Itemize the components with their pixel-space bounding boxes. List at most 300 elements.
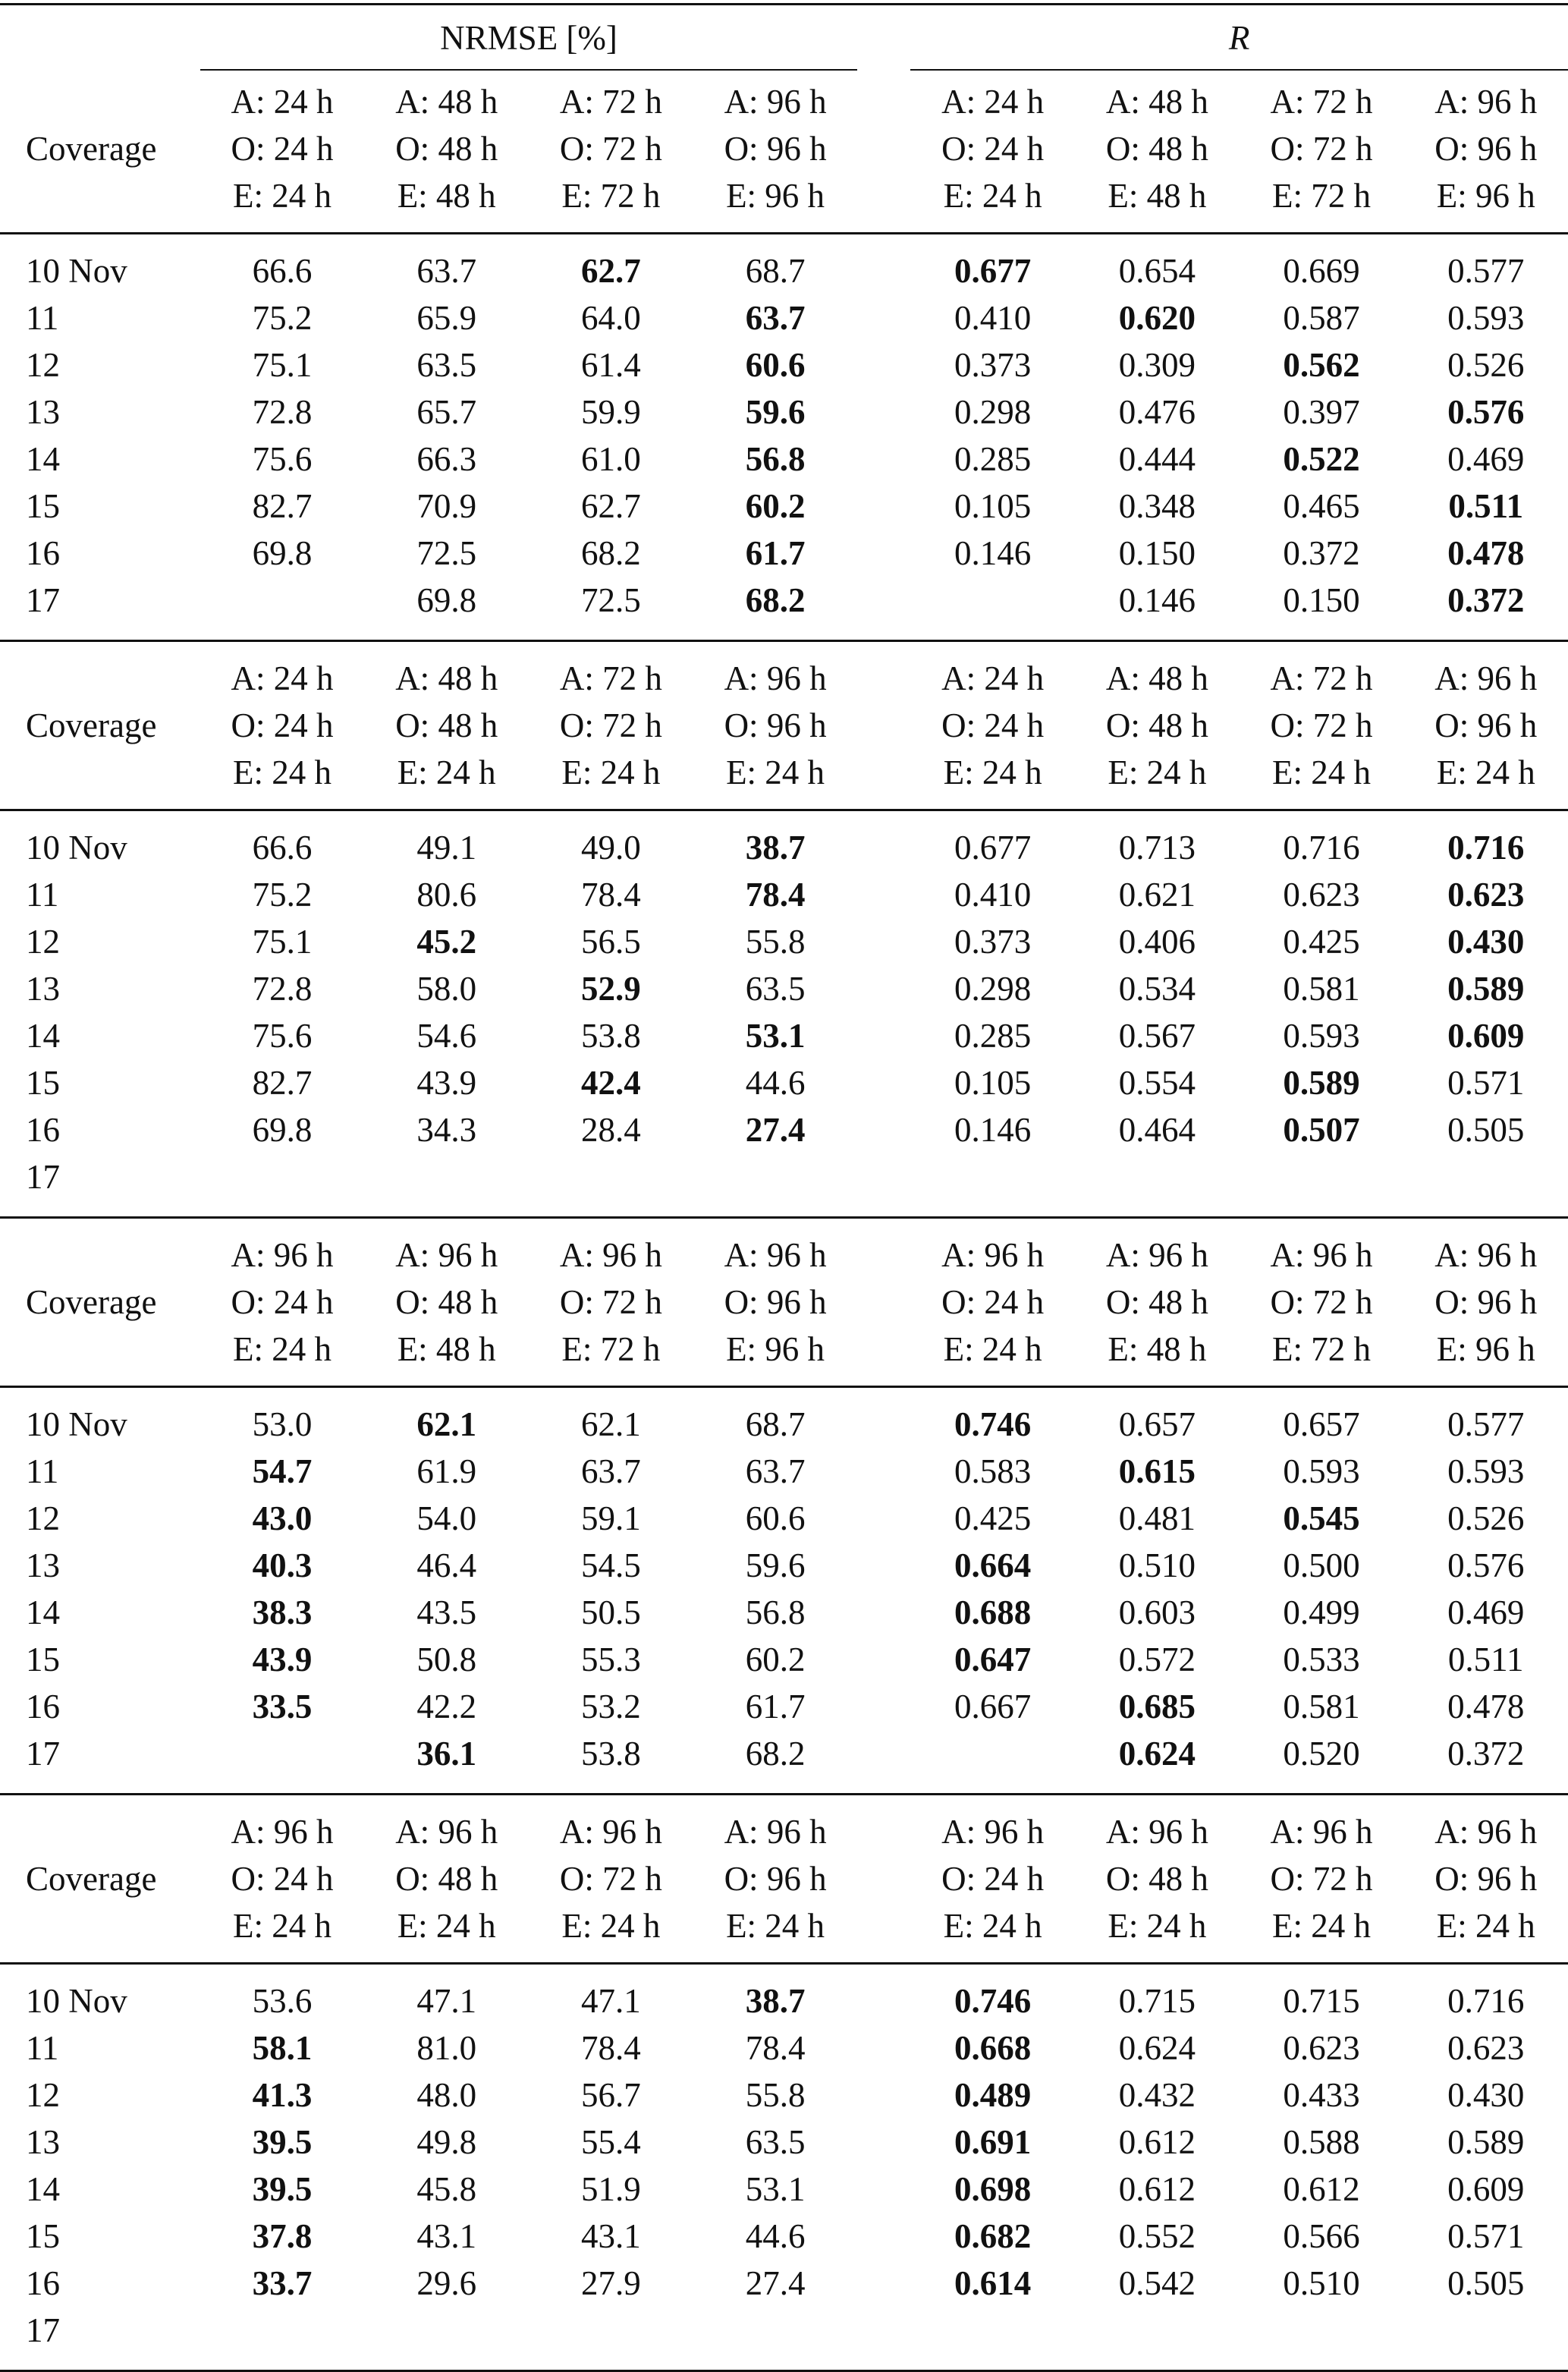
r-cell: 0.552 <box>1118 2217 1196 2255</box>
column-header <box>364 78 529 219</box>
nrmse-cell: 46.4 <box>416 1546 477 1584</box>
table-row <box>0 2260 1568 2307</box>
table-row <box>0 577 1568 624</box>
r-cell: 0.533 <box>1283 1641 1360 1678</box>
nrmse-cell <box>364 2307 529 2354</box>
nrmse-cell: 55.8 <box>745 2076 806 2114</box>
table-row <box>0 824 1568 871</box>
r-cell: 0.609 <box>1447 2170 1525 2208</box>
r-cell: 0.682 <box>954 2217 1032 2255</box>
nrmse-cell: 70.9 <box>416 487 477 525</box>
row-date: 13 <box>26 970 60 1008</box>
column-header-a: A: 96 h <box>941 1236 1045 1274</box>
column-header-o: O: 96 h <box>1434 1283 1538 1321</box>
nrmse-cell: 37.8 <box>252 2217 313 2255</box>
column-gap <box>857 2024 910 2072</box>
row-date: 10 Nov <box>26 829 127 867</box>
column-gap <box>857 1589 910 1636</box>
column-header-a: A: 72 h <box>559 659 662 697</box>
nrmse-cell: 38.3 <box>252 1593 313 1631</box>
r-cell: 0.567 <box>1118 1017 1196 1055</box>
r-cell: 0.593 <box>1283 1017 1360 1055</box>
r-cell <box>1403 1153 1568 1200</box>
nrmse-cell: 68.7 <box>745 252 806 290</box>
column-header-o: O: 24 h <box>941 1283 1045 1321</box>
table-row <box>0 1153 1568 1200</box>
column-gap <box>857 1448 910 1495</box>
row-date: 16 <box>26 1688 60 1726</box>
r-cell: 0.430 <box>1447 2076 1525 2114</box>
nrmse-cell: 80.6 <box>416 876 477 914</box>
row-date: 14 <box>26 1017 60 1055</box>
r-cell: 0.688 <box>954 1593 1032 1631</box>
nrmse-cell: 68.2 <box>745 581 806 619</box>
column-header-e: E: 24 h <box>561 1907 661 1945</box>
column-header-a: A: 24 h <box>231 83 334 121</box>
r-cell: 0.691 <box>954 2123 1032 2161</box>
r-cell: 0.507 <box>1283 1111 1360 1149</box>
r-cell: 0.589 <box>1283 1064 1360 1102</box>
column-header <box>1075 655 1240 796</box>
column-header-a: A: 96 h <box>724 1813 827 1851</box>
column-header-a: A: 96 h <box>231 1813 334 1851</box>
r-cell: 0.469 <box>1447 440 1525 478</box>
column-header <box>1075 1808 1240 1949</box>
column-header <box>200 655 365 796</box>
column-header-a: A: 96 h <box>1434 659 1538 697</box>
coverage-header <box>0 78 200 219</box>
column-gap <box>857 436 910 483</box>
nrmse-cell: 68.7 <box>745 1405 806 1443</box>
nrmse-cell: 27.4 <box>745 2264 806 2302</box>
column-gap <box>857 341 910 389</box>
nrmse-cell: 63.7 <box>745 1452 806 1490</box>
column-header <box>364 655 529 796</box>
r-cell: 0.620 <box>1118 299 1196 337</box>
column-gap <box>857 389 910 436</box>
row-date: 12 <box>26 923 60 961</box>
r-cell: 0.444 <box>1118 440 1196 478</box>
column-header <box>1403 1808 1568 1949</box>
nrmse-cell: 43.9 <box>252 1641 313 1678</box>
nrmse-cell: 63.5 <box>745 970 806 1008</box>
r-cell <box>910 1730 1075 1777</box>
row-date: 17 <box>26 2311 60 2349</box>
column-header-o: O: 24 h <box>231 130 334 168</box>
r-cell: 0.425 <box>1283 923 1360 961</box>
column-gap <box>857 1153 910 1200</box>
column-header <box>529 655 693 796</box>
column-header-a: A: 96 h <box>1434 1813 1538 1851</box>
row-date: 15 <box>26 1641 60 1678</box>
column-header-e: E: 24 h <box>1272 753 1372 791</box>
nrmse-cell: 39.5 <box>252 2123 313 2161</box>
row-date: 11 <box>26 2029 59 2067</box>
nrmse-cell: 58.1 <box>252 2029 313 2067</box>
row-date: 16 <box>26 1111 60 1149</box>
coverage-header <box>0 655 200 796</box>
table-row <box>0 1636 1568 1683</box>
nrmse-cell: 43.1 <box>416 2217 477 2255</box>
row-date: 11 <box>26 1452 59 1490</box>
column-header-o: O: 72 h <box>559 1283 662 1321</box>
coverage-label: Coverage <box>26 706 157 744</box>
nrmse-cell: 53.1 <box>745 2170 806 2208</box>
r-cell: 0.669 <box>1283 252 1360 290</box>
nrmse-cell: 43.9 <box>416 1064 477 1102</box>
column-header <box>1403 1232 1568 1373</box>
column-header-a: A: 72 h <box>559 83 662 121</box>
nrmse-cell: 62.1 <box>581 1405 641 1443</box>
r-cell: 0.478 <box>1447 1688 1525 1726</box>
column-header-e: E: 48 h <box>1108 177 1207 215</box>
nrmse-cell: 53.0 <box>252 1405 313 1443</box>
column-header-e: E: 24 h <box>233 177 332 215</box>
table-row <box>0 2119 1568 2166</box>
nrmse-cell <box>200 577 365 624</box>
r-cell: 0.511 <box>1448 487 1524 525</box>
r-cell: 0.410 <box>954 876 1032 914</box>
r-cell <box>1075 1153 1240 1200</box>
r-cell: 0.657 <box>1283 1405 1360 1443</box>
r-cell: 0.577 <box>1447 252 1525 290</box>
table-row <box>0 918 1568 965</box>
nrmse-cell: 54.6 <box>416 1017 477 1055</box>
r-cell: 0.146 <box>954 1111 1032 1149</box>
row-date: 12 <box>26 1499 60 1537</box>
r-cell: 0.464 <box>1118 1111 1196 1149</box>
column-header-e: E: 24 h <box>1436 1907 1535 1945</box>
nrmse-cell: 82.7 <box>252 487 313 525</box>
r-cell: 0.713 <box>1118 829 1196 867</box>
group-header-nrmse <box>200 5 858 71</box>
r-cell: 0.372 <box>1447 581 1525 619</box>
column-header <box>910 1232 1075 1373</box>
nrmse-cell: 42.4 <box>581 1064 641 1102</box>
nrmse-cell: 34.3 <box>416 1111 477 1149</box>
r-cell: 0.677 <box>954 829 1032 867</box>
table-row <box>0 530 1568 577</box>
row-date: 13 <box>26 1546 60 1584</box>
column-header-a: A: 96 h <box>1105 1236 1208 1274</box>
r-cell: 0.373 <box>954 346 1032 384</box>
column-header-a: A: 96 h <box>1434 83 1538 121</box>
nrmse-cell: 42.2 <box>416 1688 477 1726</box>
coverage-header <box>0 1232 200 1373</box>
coverage-label: Coverage <box>26 1283 157 1321</box>
r-cell: 0.581 <box>1283 970 1360 1008</box>
r-cell: 0.146 <box>1118 581 1196 619</box>
column-header <box>364 1232 529 1373</box>
column-header-e: E: 24 h <box>1108 1907 1207 1945</box>
table-row <box>0 389 1568 436</box>
r-cell: 0.716 <box>1283 829 1360 867</box>
column-header <box>364 1808 529 1949</box>
column-header-e: E: 48 h <box>1108 1330 1207 1368</box>
nrmse-cell: 36.1 <box>416 1735 477 1773</box>
nrmse-cell: 81.0 <box>416 2029 477 2067</box>
r-cell: 0.621 <box>1118 876 1196 914</box>
r-cell: 0.397 <box>1283 393 1360 431</box>
table-row <box>0 1542 1568 1589</box>
column-header <box>693 1808 858 1949</box>
column-header-a: A: 96 h <box>1270 1813 1373 1851</box>
column-header-e: E: 24 h <box>1272 1907 1372 1945</box>
nrmse-cell: 62.1 <box>416 1405 477 1443</box>
r-cell <box>910 1153 1075 1200</box>
section-body <box>0 1388 1568 1793</box>
r-cell: 0.587 <box>1283 299 1360 337</box>
nrmse-cell: 59.1 <box>581 1499 641 1537</box>
column-header-e: E: 24 h <box>233 753 332 791</box>
column-header-o: O: 72 h <box>559 130 662 168</box>
column-header-o: O: 72 h <box>1270 130 1373 168</box>
nrmse-cell: 63.7 <box>416 252 477 290</box>
nrmse-cell: 72.8 <box>252 393 313 431</box>
r-cell: 0.505 <box>1447 2264 1525 2302</box>
r-cell: 0.603 <box>1118 1593 1196 1631</box>
column-header-e: E: 96 h <box>726 177 825 215</box>
row-date: 15 <box>26 487 60 525</box>
column-header-a: A: 96 h <box>1105 1813 1208 1851</box>
r-cell: 0.478 <box>1447 534 1525 572</box>
nrmse-cell: 72.5 <box>416 534 477 572</box>
r-cell: 0.489 <box>954 2076 1032 2114</box>
column-header <box>529 1232 693 1373</box>
column-header-o: O: 72 h <box>1270 706 1373 744</box>
r-cell: 0.609 <box>1447 1017 1525 1055</box>
table-row <box>0 1589 1568 1636</box>
nrmse-cell: 75.2 <box>252 299 313 337</box>
column-header-o: O: 48 h <box>1105 1283 1208 1321</box>
nrmse-cell: 63.7 <box>745 299 806 337</box>
nrmse-cell: 68.2 <box>745 1735 806 1773</box>
column-header-o: O: 48 h <box>1105 130 1208 168</box>
table-row <box>0 2166 1568 2213</box>
r-cell: 0.612 <box>1118 2170 1196 2208</box>
row-date: 17 <box>26 1158 60 1196</box>
column-header <box>200 1232 365 1373</box>
nrmse-cell: 44.6 <box>745 1064 806 1102</box>
r-cell: 0.664 <box>954 1546 1032 1584</box>
table-row <box>0 1012 1568 1059</box>
column-header <box>1075 78 1240 219</box>
r-cell: 0.430 <box>1447 923 1525 961</box>
table-row <box>0 965 1568 1012</box>
table-row <box>0 1730 1568 1777</box>
nrmse-cell: 82.7 <box>252 1064 313 1102</box>
r-cell: 0.668 <box>954 2029 1032 2067</box>
row-date: 12 <box>26 2076 60 2114</box>
r-cell: 0.432 <box>1118 2076 1196 2114</box>
r-cell: 0.593 <box>1447 1452 1525 1490</box>
table-row <box>0 483 1568 530</box>
r-cell: 0.372 <box>1283 534 1360 572</box>
column-header-a: A: 96 h <box>941 1813 1045 1851</box>
nrmse-cell: 75.1 <box>252 346 313 384</box>
r-cell: 0.526 <box>1447 346 1525 384</box>
row-date: 12 <box>26 346 60 384</box>
r-cell: 0.667 <box>954 1688 1032 1726</box>
column-header-e: E: 24 h <box>233 1907 332 1945</box>
column-header <box>693 655 858 796</box>
r-cell: 0.469 <box>1447 1593 1525 1631</box>
column-gap <box>857 577 910 624</box>
nrmse-cell: 78.4 <box>581 2029 641 2067</box>
section-header <box>0 1219 1568 1386</box>
r-cell: 0.612 <box>1118 2123 1196 2161</box>
nrmse-cell <box>200 1730 365 1777</box>
r-cell: 0.623 <box>1283 876 1360 914</box>
nrmse-cell: 44.6 <box>745 2217 806 2255</box>
column-header-e: E: 72 h <box>561 177 661 215</box>
row-date: 17 <box>26 1735 60 1773</box>
column-header-o: O: 24 h <box>231 1283 334 1321</box>
r-label: R <box>1228 19 1250 57</box>
table-row <box>0 1495 1568 1542</box>
r-cell: 0.716 <box>1447 1982 1525 2020</box>
column-header-e: E: 48 h <box>397 1330 496 1368</box>
nrmse-cell: 63.7 <box>581 1452 641 1490</box>
r-cell: 0.534 <box>1118 970 1196 1008</box>
nrmse-cell: 69.8 <box>252 1111 313 1149</box>
r-cell <box>1240 1153 1404 1200</box>
table-row <box>0 2024 1568 2072</box>
column-gap <box>857 1059 910 1106</box>
column-gap <box>857 1012 910 1059</box>
nrmse-cell: 45.8 <box>416 2170 477 2208</box>
column-header <box>910 655 1075 796</box>
nrmse-cell: 39.5 <box>252 2170 313 2208</box>
row-date: 15 <box>26 2217 60 2255</box>
row-date: 10 Nov <box>26 1982 127 2020</box>
coverage-label: Coverage <box>26 1860 157 1898</box>
column-header-a: A: 48 h <box>1105 659 1208 697</box>
nrmse-cell: 41.3 <box>252 2076 313 2114</box>
column-header <box>1240 78 1404 219</box>
column-gap <box>857 824 910 871</box>
r-cell: 0.588 <box>1283 2123 1360 2161</box>
section-header <box>0 1795 1568 1962</box>
nrmse-cell: 27.4 <box>745 1111 806 1149</box>
column-gap <box>857 655 910 796</box>
column-header-o: O: 48 h <box>395 706 498 744</box>
table-row <box>0 1401 1568 1448</box>
nrmse-cell: 53.8 <box>581 1017 641 1055</box>
r-cell: 0.715 <box>1118 1982 1196 2020</box>
column-header-o: O: 96 h <box>1434 130 1538 168</box>
nrmse-cell: 54.0 <box>416 1499 477 1537</box>
column-header-a: A: 48 h <box>395 659 498 697</box>
column-header-o: O: 48 h <box>395 1283 498 1321</box>
column-gap <box>857 2072 910 2119</box>
nrmse-cell: 56.7 <box>581 2076 641 2114</box>
section-body <box>0 811 1568 1216</box>
r-cell: 0.500 <box>1283 1546 1360 1584</box>
column-header <box>693 1232 858 1373</box>
nrmse-cell: 38.7 <box>745 829 806 867</box>
nrmse-cell: 47.1 <box>581 1982 641 2020</box>
nrmse-cell: 78.4 <box>745 2029 806 2067</box>
row-date: 11 <box>26 876 59 914</box>
table-row <box>0 1059 1568 1106</box>
row-date: 10 Nov <box>26 252 127 290</box>
column-header-o: O: 24 h <box>941 130 1045 168</box>
column-gap <box>857 1683 910 1730</box>
nrmse-cell: 60.2 <box>745 1641 806 1678</box>
r-cell: 0.425 <box>954 1499 1032 1537</box>
nrmse-cell: 56.5 <box>581 923 641 961</box>
nrmse-cell: 55.4 <box>581 2123 641 2161</box>
r-cell: 0.623 <box>1447 2029 1525 2067</box>
nrmse-cell: 75.6 <box>252 440 313 478</box>
column-gap <box>857 294 910 341</box>
table-row <box>0 2307 1568 2354</box>
nrmse-cell: 72.8 <box>252 970 313 1008</box>
column-gap <box>857 965 910 1012</box>
column-header-o: O: 96 h <box>1434 706 1538 744</box>
r-cell: 0.505 <box>1447 1111 1525 1149</box>
nrmse-cell: 65.9 <box>416 299 477 337</box>
r-cell: 0.593 <box>1447 299 1525 337</box>
r-cell: 0.589 <box>1447 970 1525 1008</box>
nrmse-cell: 27.9 <box>581 2264 641 2302</box>
section-header <box>0 642 1568 809</box>
nrmse-cell: 53.2 <box>581 1688 641 1726</box>
column-header <box>529 1808 693 1949</box>
column-gap <box>857 2166 910 2213</box>
nrmse-cell <box>693 1153 858 1200</box>
column-header-e: E: 72 h <box>1272 177 1372 215</box>
row-date: 14 <box>26 2170 60 2208</box>
nrmse-cell: 66.6 <box>252 829 313 867</box>
row-date: 11 <box>26 299 59 337</box>
r-cell: 0.572 <box>1118 1641 1196 1678</box>
column-header <box>1403 655 1568 796</box>
table-row <box>0 436 1568 483</box>
table-row <box>0 294 1568 341</box>
nrmse-cell: 33.7 <box>252 2264 313 2302</box>
column-header-o: O: 24 h <box>231 1860 334 1898</box>
column-header-a: A: 96 h <box>395 1236 498 1274</box>
row-date: 16 <box>26 534 60 572</box>
column-gap <box>857 247 910 294</box>
column-gap <box>857 78 910 219</box>
r-cell: 0.150 <box>1283 581 1360 619</box>
table-row <box>0 2213 1568 2260</box>
row-date: 15 <box>26 1064 60 1102</box>
nrmse-cell: 56.8 <box>745 440 806 478</box>
table-row <box>0 341 1568 389</box>
column-header-a: A: 96 h <box>1434 1236 1538 1274</box>
column-header-e: E: 96 h <box>1436 177 1535 215</box>
r-cell: 0.566 <box>1283 2217 1360 2255</box>
coverage-label: Coverage <box>26 130 157 168</box>
nrmse-cell: 66.6 <box>252 252 313 290</box>
column-header-a: A: 96 h <box>395 1813 498 1851</box>
nrmse-cell: 68.2 <box>581 534 641 572</box>
r-cell: 0.285 <box>954 1017 1032 1055</box>
column-header-o: O: 72 h <box>559 706 662 744</box>
column-header-e: E: 24 h <box>1108 753 1207 791</box>
row-date: 14 <box>26 440 60 478</box>
column-gap <box>857 2213 910 2260</box>
column-header-o: O: 48 h <box>1105 1860 1208 1898</box>
column-gap <box>857 2307 910 2354</box>
column-gap <box>857 1106 910 1153</box>
column-gap <box>857 871 910 918</box>
nrmse-cell <box>529 2307 693 2354</box>
